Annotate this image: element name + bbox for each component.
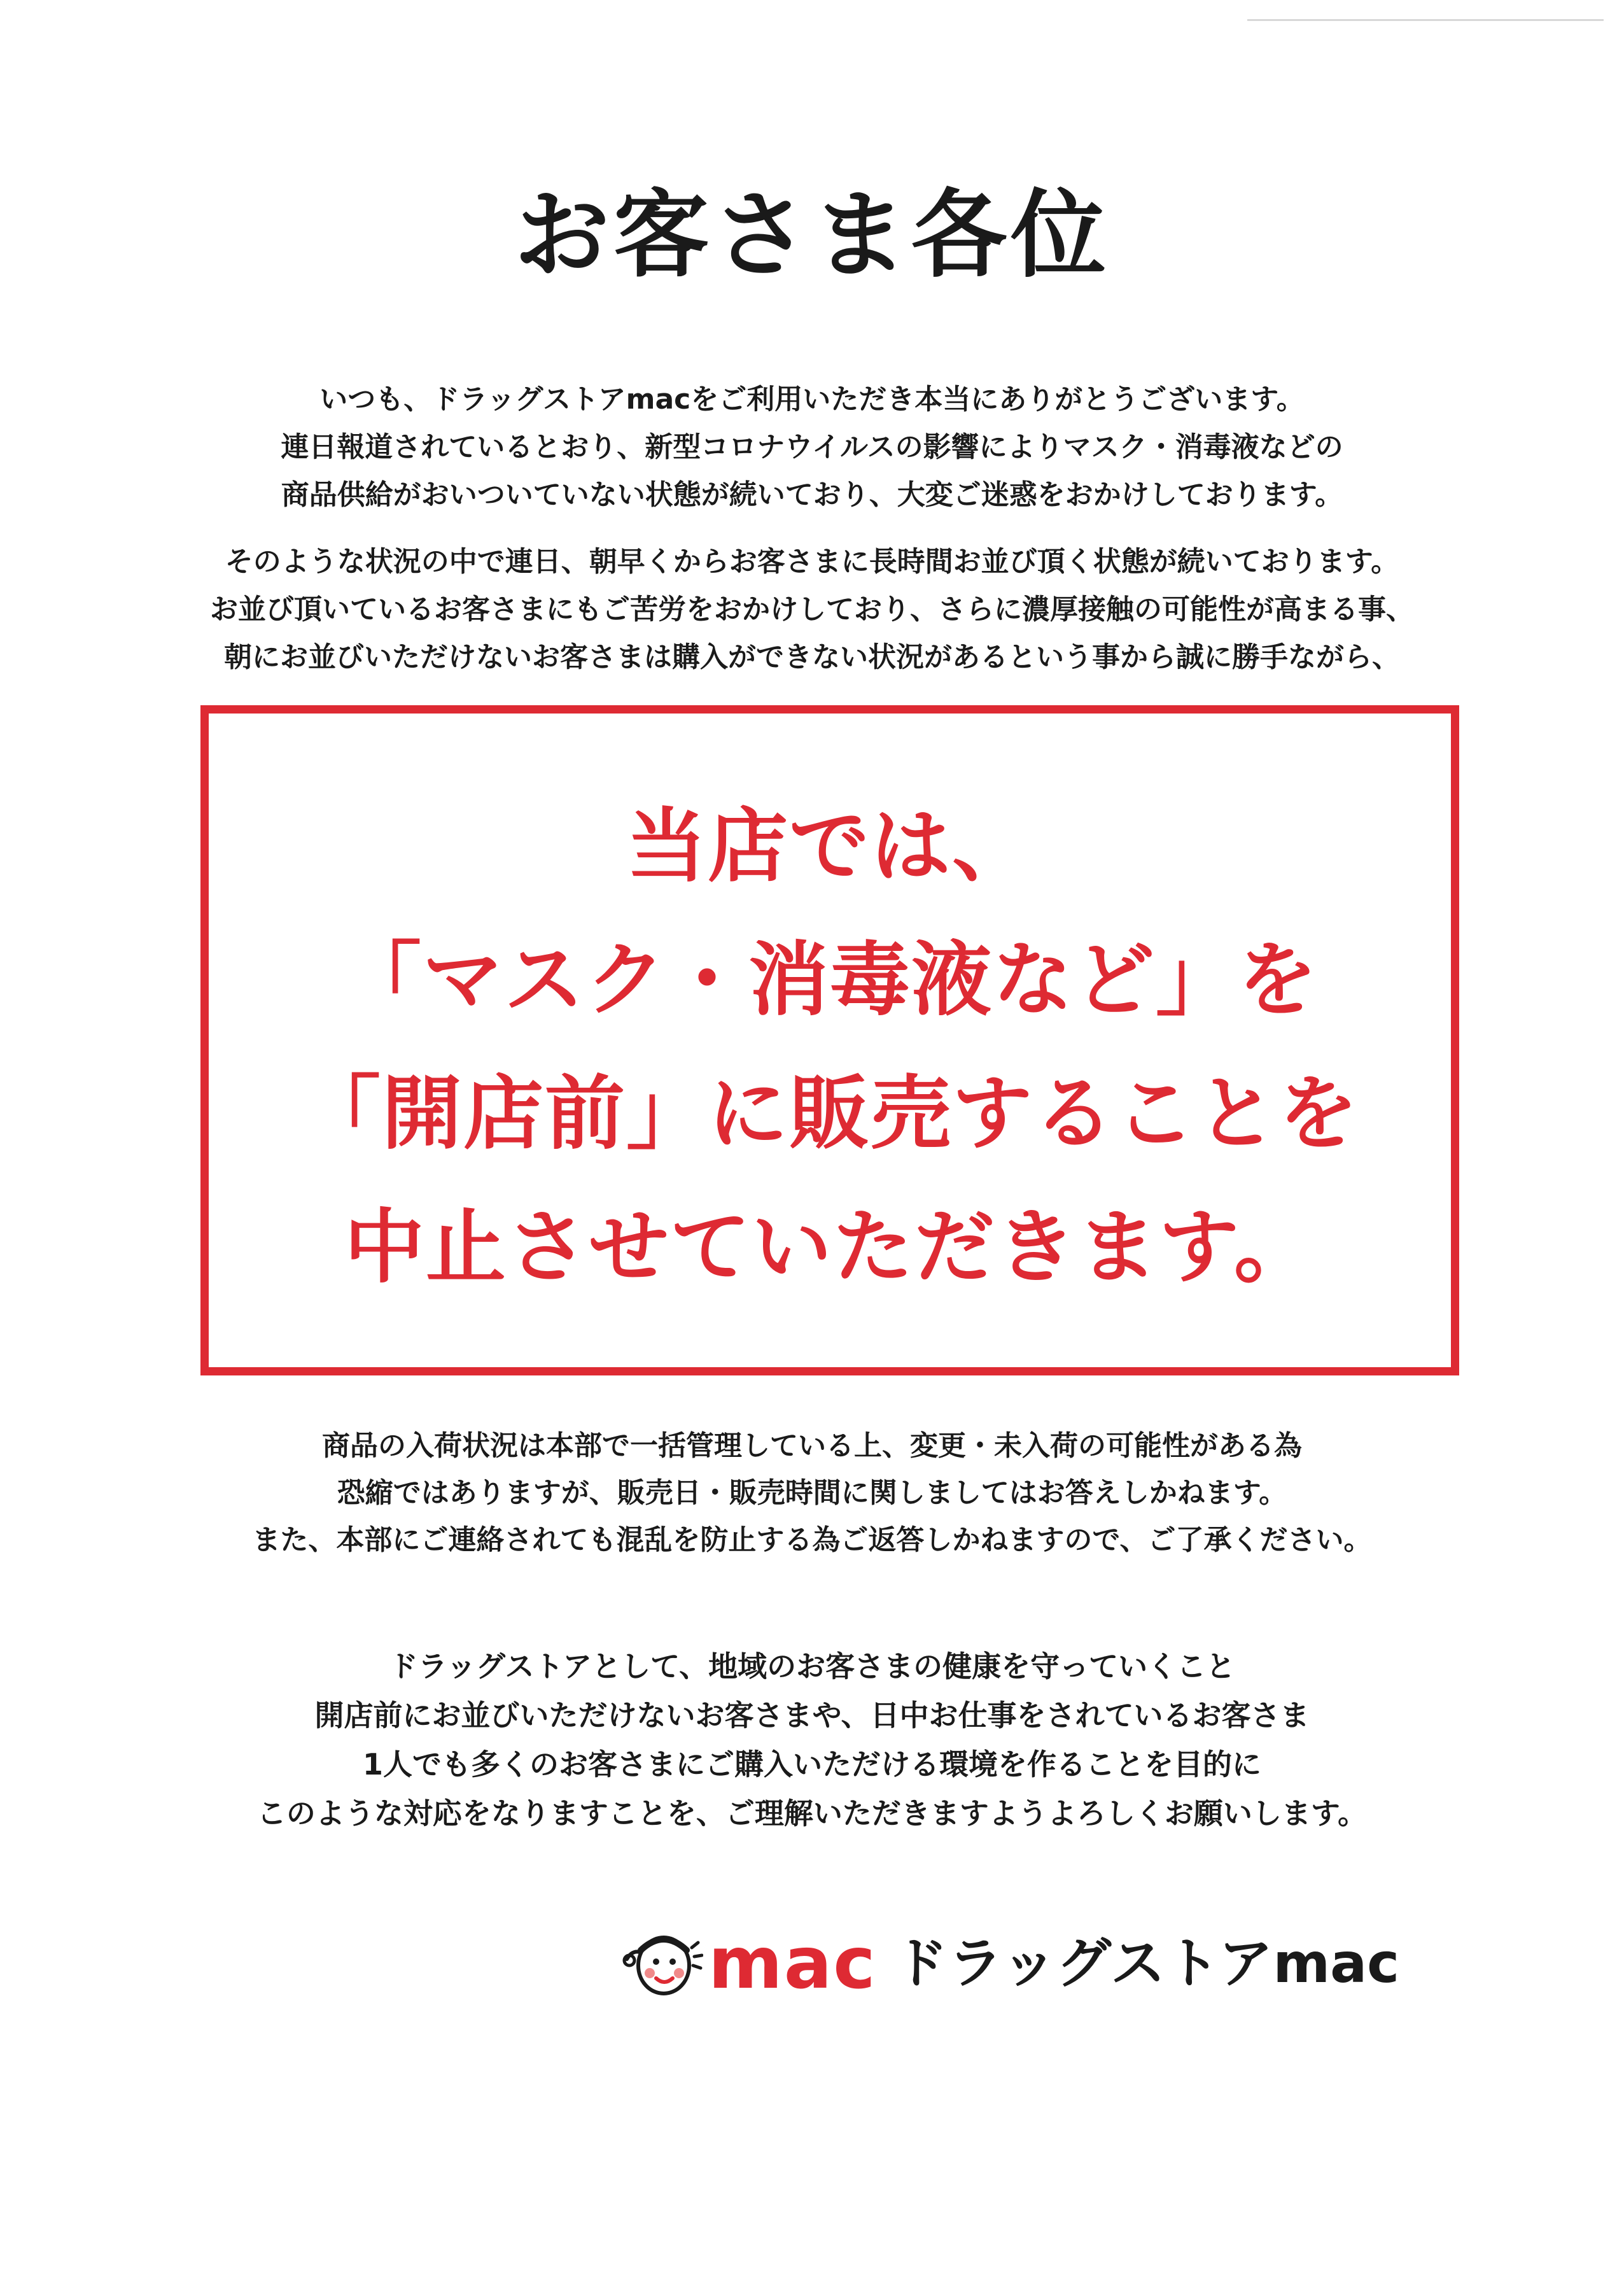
situation-line: お並び頂いているお客さまにもご苦労をおかけしており、さらに濃厚接触の可能性が高まる事、 — [210, 593, 1414, 626]
highlight-line: 「開店前」に販売することを — [300, 1067, 1359, 1160]
highlight-text — [200, 780, 1459, 1314]
details-line: 恐縮ではありますが、販売日・販売時間に関しましてはお答えしかねます。 — [337, 1477, 1287, 1509]
mac-logo-mark: mac — [708, 1922, 877, 2005]
details-line: 商品の入荷状況は本部で一括管理している上、変更・未入荷の可能性がある為 — [322, 1430, 1302, 1462]
closing-line: 開店前にお並びいただけないお客さまや、日中お仕事をされているお客さま — [314, 1698, 1310, 1733]
intro-line: いつも、ドラッグストアmacをご利用いただき本当にありがとうございます。 — [319, 383, 1305, 416]
closing-line: 1人でも多くのお客さまにご購入いただける環境を作ることを目的に — [362, 1747, 1261, 1782]
situation-line: そのような状況の中で連日、朝早くからお客さまに長時間お並び頂く状態が続いております。 — [225, 545, 1399, 578]
closing-line: ドラッグストアとして、地域のお客さまの健康を守っていくこと — [388, 1649, 1236, 1684]
closing-line: このような対応をなりますことを、ご理解いただきますようよろしくお願いします。 — [256, 1796, 1368, 1831]
situation-line: 朝にお並びいただけないお客さまは購入ができない状況があるという事から誠に勝手ながら、 — [224, 641, 1400, 673]
situation-paragraph — [0, 538, 1624, 681]
intro-paragraph — [0, 376, 1624, 519]
highlight-line: 当店では、 — [626, 799, 1033, 893]
page-title: お客さま各位 — [514, 180, 1110, 291]
details-line: また、本部にご連絡されても混乱を防止する為ご返答しかねますので、ご了承ください。 — [252, 1524, 1372, 1556]
highlight-line: 中止させていただきます。 — [344, 1200, 1315, 1294]
intro-line: 商品供給がおいついていない状態が続いており、大変ご迷惑をおかけしております。 — [281, 479, 1343, 511]
closing-paragraph — [0, 1642, 1624, 1838]
highlight-line: 「マスク・消毒液など」を — [341, 933, 1319, 1027]
store-logo — [620, 1922, 1400, 2005]
intro-line: 連日報道されているとおり、新型コロナウイルスの影響によりマスク・消毒液などの — [281, 431, 1343, 463]
scan-edge-line — [1247, 19, 1604, 21]
details-paragraph — [0, 1423, 1624, 1564]
store-name: ドラッグストアmac — [893, 1932, 1400, 1995]
mascot-face-icon — [620, 1929, 703, 1999]
